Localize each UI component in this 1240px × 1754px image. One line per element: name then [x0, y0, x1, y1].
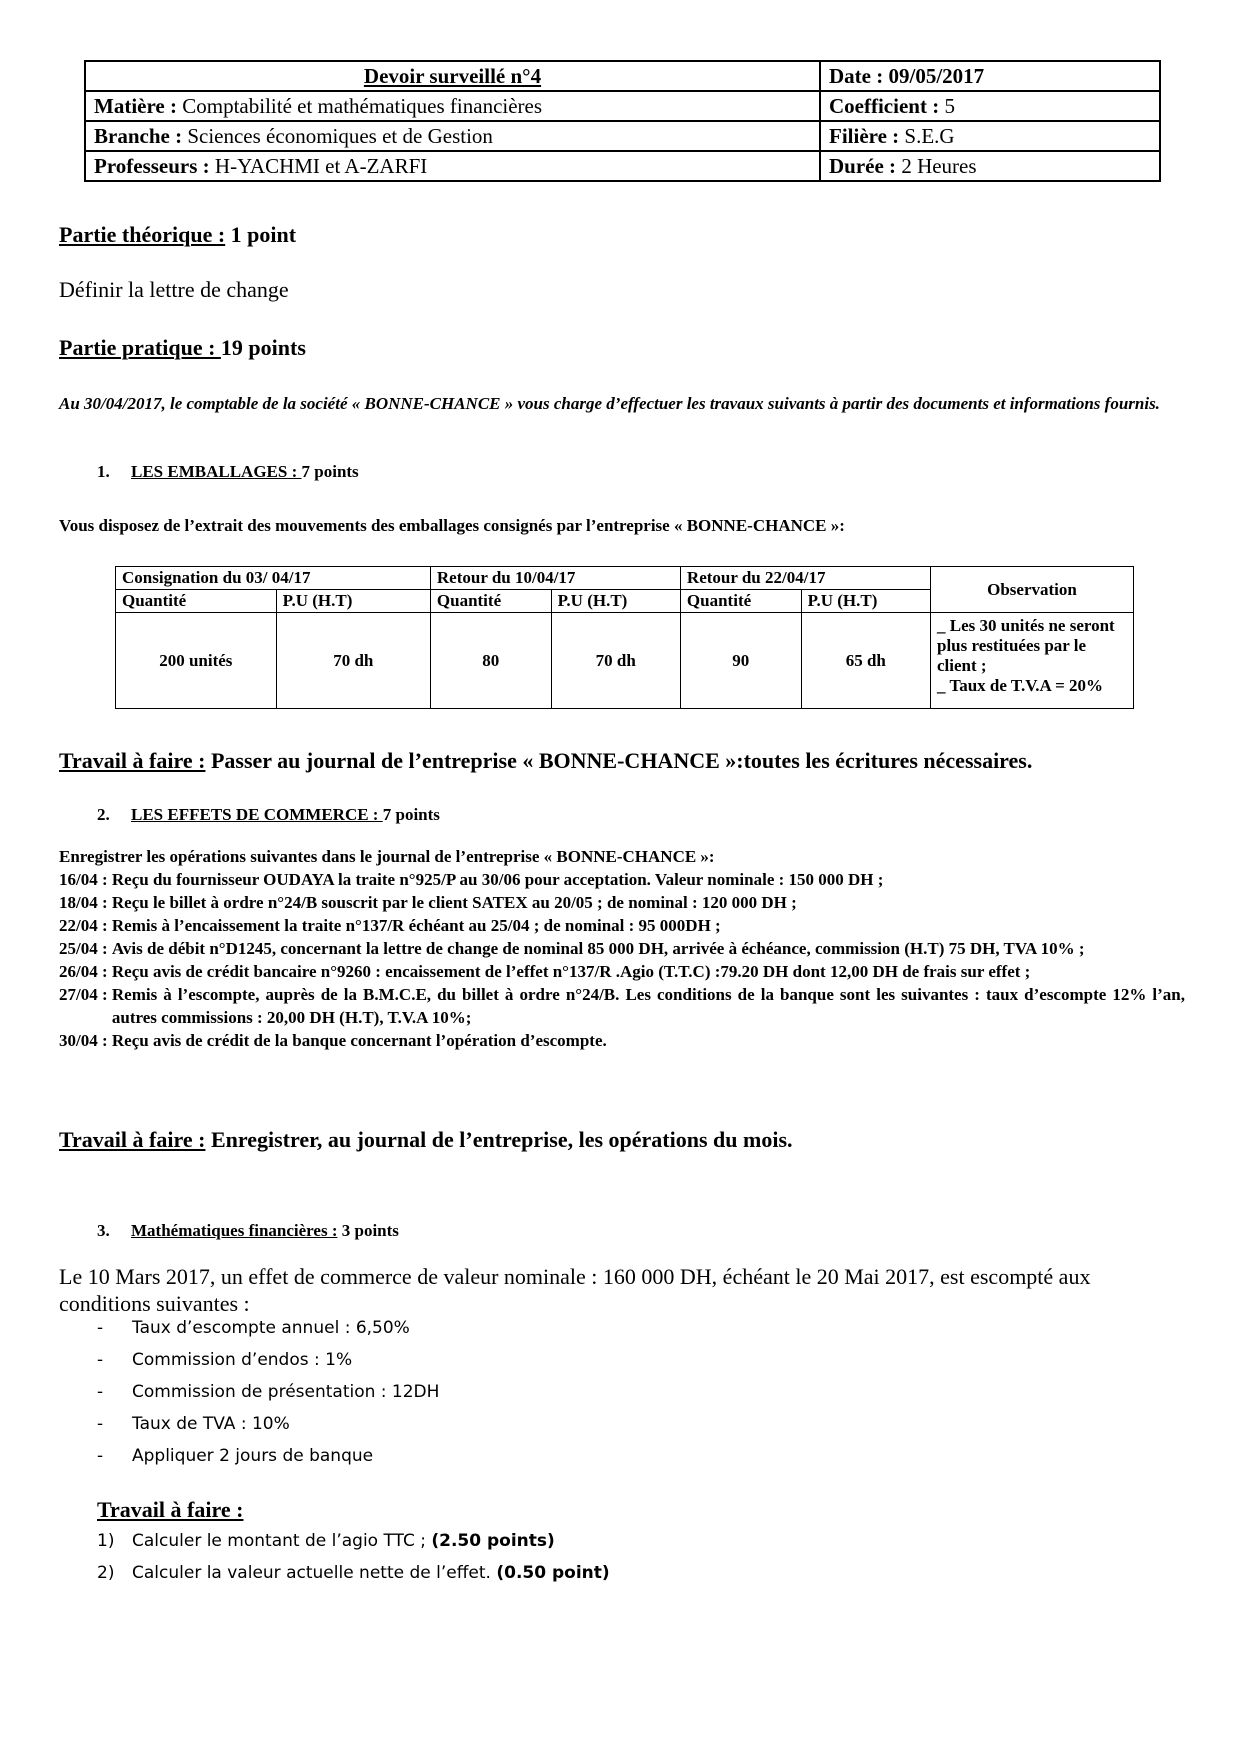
section3-heading: 3. Mathématiques financières : 3 points [97, 1221, 399, 1240]
sub-qty: Quantité [680, 590, 801, 613]
col-return1: Retour du 10/04/17 [430, 567, 680, 590]
section2-work: Travail à faire : Enregistrer, au journal de l’entreprise, les opérations du mois. [59, 1127, 793, 1152]
list-item: 30/04 : Reçu avis de crédit de la banque concernant l’opération d’escompte. [59, 1031, 607, 1050]
sub-pu: P.U (H.T) [276, 590, 430, 613]
cell: 70 dh [276, 613, 430, 709]
list-item: 16/04 : Reçu du fournisseur OUDAYA la traite n°925/P au 30/06 pour acceptation. Valeur nominale : 150 000 DH ; [59, 870, 884, 889]
header-table [84, 60, 1161, 182]
list-item: - Commission d’endos : 1% [97, 1350, 353, 1370]
practice-intro: Au 30/04/2017, le comptable de la société « BONNE-CHANCE » vous charge d’effectuer les travaux suivants à partir des documents et informations fournis. [59, 394, 1160, 413]
list-item: 18/04 : Reçu le billet à ordre n°24/B souscrit par le client SATEX au 20/05 ; de nominal : 120 000 DH ; [59, 893, 797, 912]
list-item: 27/04 : Remis à l’escompte, auprès de la B.M.C.E, du billet à ordre n°24/B. Les conditions de la banque sont les suivantes : taux d’escompte 12% l’an, autres commissions : 20,00 DH (H.T), T.V.A 10%; [59, 985, 1185, 1027]
list-item: 2) Calculer la valeur actuelle nette de l’effet. (0.50 point) [97, 1563, 610, 1583]
observation-line: _ Taux de T.V.A = 20% [937, 676, 1104, 695]
stream: Filière : S.E.G [820, 121, 1160, 151]
branch: Branche : Sciences économiques et de Gestion [85, 121, 820, 151]
professors: Professeurs : H-YACHMI et A-ZARFI [85, 151, 820, 181]
cell: 200 unités [116, 613, 277, 709]
sub-qty: Quantité [430, 590, 551, 613]
conditions-list [97, 1318, 439, 1478]
list-item: - Taux de TVA : 10% [97, 1414, 290, 1434]
col-return2: Retour du 22/04/17 [680, 567, 930, 590]
observation-line: _ Les 30 unités ne seront plus restituées par le client ; [937, 616, 1115, 675]
col-consignation: Consignation du 03/ 04/17 [116, 567, 431, 590]
list-item: 22/04 : Remis à l’encaissement la traite n°137/R échéant au 25/04 ; de nominal : 95 000DH ; [59, 916, 721, 935]
section3-work: Travail à faire : [97, 1497, 244, 1522]
cell: 65 dh [801, 613, 930, 709]
cell: 80 [430, 613, 551, 709]
section1-text: Vous disposez de l’extrait des mouvements des emballages consignés par l’entreprise « BONNE-CHANCE »: [59, 516, 845, 535]
list-item: - Commission de présentation : 12DH [97, 1382, 440, 1402]
section1-heading: 1. LES EMBALLAGES : 7 points [97, 462, 359, 481]
coefficient: Coefficient : 5 [820, 91, 1160, 121]
cell: 90 [680, 613, 801, 709]
duration: Durée : 2 Heures [820, 151, 1160, 181]
sub-pu: P.U (H.T) [551, 590, 680, 613]
sub-qty: Quantité [116, 590, 277, 613]
theory-question: Définir la lettre de change [59, 277, 289, 302]
exam-title: Devoir surveillé n°4 [85, 61, 820, 91]
col-observation: Observation [931, 567, 1134, 613]
sub-pu: P.U (H.T) [801, 590, 930, 613]
list-item: - Appliquer 2 jours de banque [97, 1446, 374, 1466]
practice-heading: Partie pratique : 19 points [59, 335, 306, 360]
operations-list [59, 845, 1185, 1052]
theory-heading: Partie théorique : 1 point [59, 222, 297, 247]
cell: 70 dh [551, 613, 680, 709]
list-item: - Taux d’escompte annuel : 6,50% [97, 1318, 410, 1338]
operations-intro: Enregistrer les opérations suivantes dans le journal de l’entreprise « BONNE-CHANCE »: [59, 847, 715, 866]
list-item: 25/04 : Avis de débit n°D1245, concernant la lettre de change de nominal 85 000 DH, arrivée à échéance, commission (H.T) 75 DH, TVA 10% ; [59, 939, 1085, 958]
observation-cell [931, 613, 1134, 709]
section3-text: Le 10 Mars 2017, un effet de commerce de valeur nominale : 160 000 DH, échéant le 20 Mai 2017, est escompté aux conditions suivantes : [59, 1264, 1091, 1316]
section1-work: Travail à faire : Passer au journal de l’entreprise « BONNE-CHANCE »:toutes les écritures nécessaires. [59, 748, 1033, 773]
packaging-table [115, 566, 1134, 709]
section2-heading: 2. LES EFFETS DE COMMERCE : 7 points [97, 805, 440, 824]
list-item: 26/04 : Reçu avis de crédit bancaire n°9260 : encaissement de l’effet n°137/R .Agio (T.T.C) :79.20 DH dont 12,00 DH de frais sur effet ; [59, 962, 1031, 981]
subject: Matière : Comptabilité et mathématiques financières [85, 91, 820, 121]
list-item: 1) Calculer le montant de l’agio TTC ; (2.50 points) [97, 1531, 555, 1551]
questions-list [97, 1531, 610, 1595]
exam-date: Date : 09/05/2017 [820, 61, 1160, 91]
